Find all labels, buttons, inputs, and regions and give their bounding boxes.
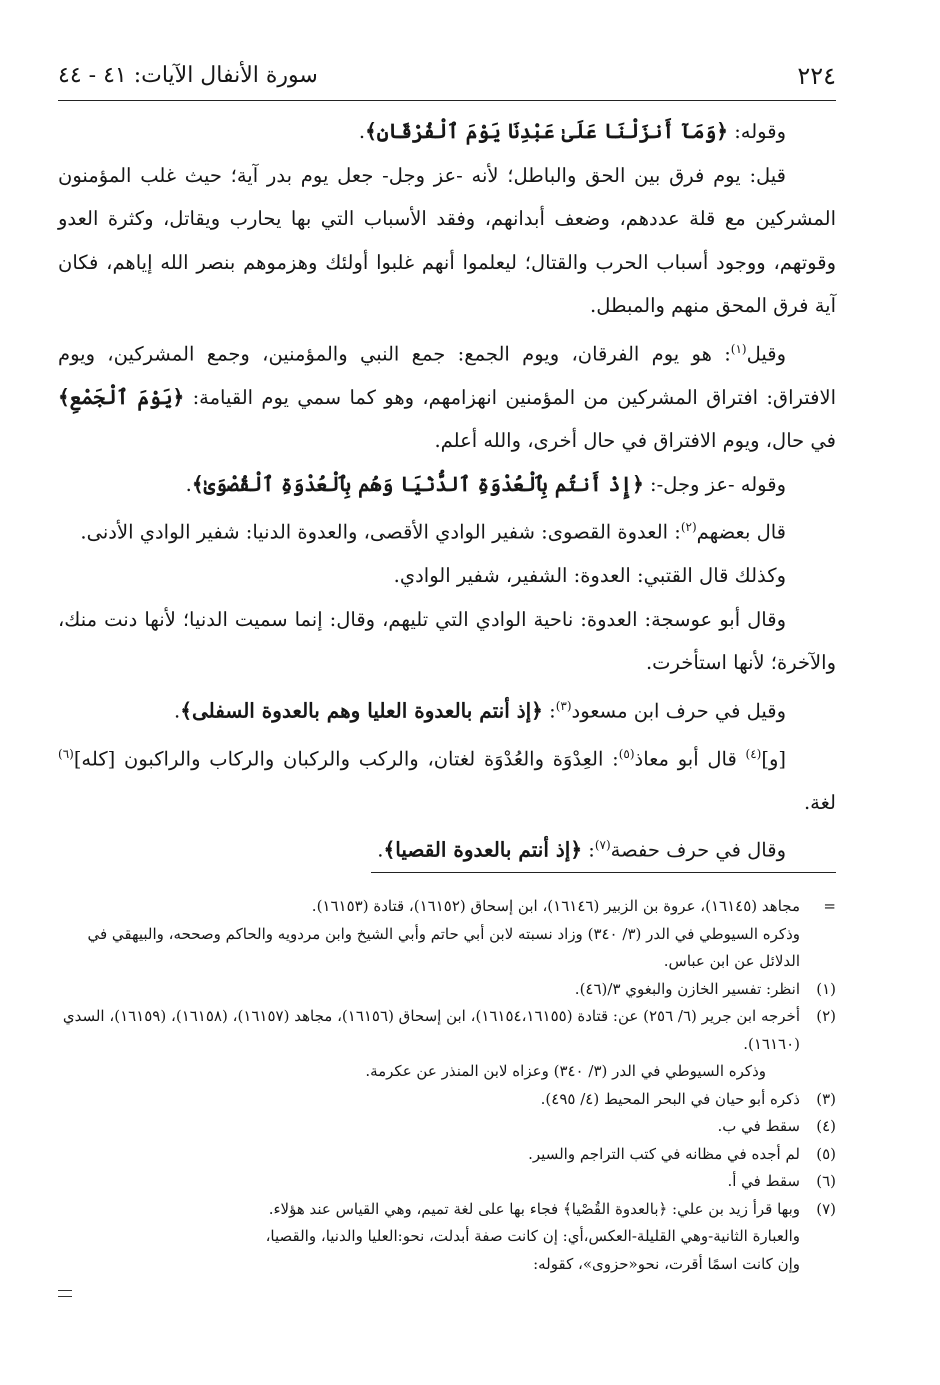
footnote-text: وإن كانت اسمًا أقرت، نحو«حزوى»، كقوله: <box>533 1254 800 1273</box>
footnote-number: (٣) <box>816 1089 836 1108</box>
footnote-7 <box>58 1196 836 1224</box>
continuation-mark: = <box>823 897 836 915</box>
paragraph-6: وكذلك قال القتبي: العدوة: الشفير، شفير الوادي. <box>393 564 786 587</box>
footnote-ref-3: (٣) <box>555 698 572 713</box>
footnote-6 <box>58 1168 836 1196</box>
paragraph-4 <box>58 463 836 507</box>
text: . <box>377 838 384 862</box>
footnote-text: والعبارة الثانية-وهي القليلة-العكس،أي: إن كانت صفة أبدلت، نحو:العليا والدنيا، والقصيا، <box>265 1227 800 1245</box>
text: : هو يوم الفرقان، ويوم الجمع: جمع النبي والمؤمنين، وجمع المشركين، ويوم الافتراق: افتراق المشركين من المؤمنين انهزامهم، وهو كما سمي يوم القيامة: <box>58 342 836 409</box>
footnote-ref-2: (٢) <box>680 520 697 534</box>
footnote-number: (٤) <box>816 1117 836 1135</box>
footnote-text: وذكره السيوطي في الدر (٣/ ٣٤٠) وعزاه لابن المنذر عن عكرمة. <box>365 1062 766 1080</box>
paragraph-5 <box>58 506 836 554</box>
footnote-ref-4: (٤) <box>745 746 762 761</box>
footnote-ref-1: (١) <box>730 341 747 356</box>
text: وقوله: <box>728 120 786 143</box>
text: لغة. <box>803 790 836 814</box>
paragraph-3 <box>58 328 836 463</box>
footnote-text: ذكره أبو حيان في البحر المحيط (٤/ ٤٩٥). <box>540 1089 800 1108</box>
running-title: سورة الأنفال الآيات: ٤١ - ٤٤ <box>58 63 318 88</box>
footnote-number: (٥) <box>816 1144 836 1163</box>
text: : العدوة القصوى: شفير الوادي الأقصى، والعدوة الدنيا: شفير الوادي الأدنى. <box>80 520 681 544</box>
text: . <box>358 120 366 143</box>
text: . <box>174 699 181 722</box>
paragraph-8 <box>58 685 836 733</box>
quran-reading: ﴿إذ أنتم بالعدوة العليا وهم بالعدوة السفلى﴾ <box>180 698 543 722</box>
footnote-ref-6: (٦) <box>58 746 74 761</box>
quran-reading: ﴿إذ أنتم بالعدوة القصيا﴾ <box>383 837 583 862</box>
footnote-number: (٢) <box>816 1007 836 1025</box>
text: : العِدْوَة والعُدْوَة لغتان، والركب والركبان والركاب والراكبون [كله] <box>73 747 619 770</box>
footnote-text: أخرجه ابن جرير (٦/ ٢٥٦) عن: قتادة (١٦١٥٤،١٦١٥٥)، ابن إسحاق (١٦١٥٦)، مجاهد (١٦١٥٧)، (١٦١٥٨)، (١٦١٥٩)، السدي (١٦١٦٠). <box>62 1007 800 1053</box>
text: قال بعضهم <box>696 520 786 544</box>
text: في حال، ويوم الافتراق في حال أخرى، والله أعلم. <box>434 429 836 452</box>
footnote-5 <box>58 1141 836 1169</box>
paragraph-2: قيل: يوم فرق بين الحق والباطل؛ لأنه -عز وجل- جعل يوم بدر آية؛ حيث غلب المؤمنون المشركين مع قلة عددهم، وضعف أبدانهم، وفقد الأسباب التي بها يحارب ويقاتل، وكثرة العدو وقوتهم، ووجود أسباب الحرب والقتال؛ ليعلموا أنهم غلبوا أولئك وهزموهم بنصر الله إياهم، فكان آية فرق المحق منهم والمبطل. <box>58 163 836 317</box>
page-number: ٢٢٤ <box>797 62 836 90</box>
footnote-text: لم أجده في مظانه في كتب التراجم والسير. <box>528 1144 800 1163</box>
quran-verse: ﴿وَمَآ أَنزَلْنَا عَلَىٰ عَبْدِنَا يَوْمَ ٱلْفُرْقَانِ﴾ <box>365 119 729 143</box>
page-header <box>58 58 836 101</box>
quran-verse: ﴿إِذْ أَنتُم بِٱلْعُدْوَةِ ٱلدُّنْيَا وَهُم بِٱلْعُدْوَةِ ٱلْقُصْوَىٰ﴾ <box>191 471 644 496</box>
footnote-3 <box>58 1086 836 1114</box>
paragraph-1 <box>58 110 836 154</box>
paragraph-7: وقال أبو عوسجة: العدوة: ناحية الوادي التي تليهم، وقال: إنما سميت الدنيا؛ لأنها دنت منك، والآخرة؛ لأنها استأخرت. <box>58 607 836 674</box>
footnote-ref-5: (٥) <box>618 746 635 761</box>
footnote-text: انظر: تفسير الخازن والبغوي ٣/(٤٦). <box>574 979 800 998</box>
text: وقال في حرف حفصة <box>610 838 786 862</box>
footnote-text: وذكره السيوطي في الدر (٣/ ٣٤٠) وزاد نسبته لابن أبي حاتم وأبي الشيخ وابن مردويه والحاكم وصححه، والبيهقي في الدلائل عن ابن عباس. <box>87 924 800 970</box>
footnote-number: (٦) <box>816 1172 836 1190</box>
text: وقيل <box>746 342 786 365</box>
text: [و] <box>761 747 786 770</box>
text: قال أبو معاذ <box>634 747 746 770</box>
footnote-number: (١) <box>816 979 836 998</box>
footnote-2 <box>58 1003 836 1058</box>
footnote-text: مجاهد (١٦١٤٥)، عروة بن الزبير (١٦١٤٦)، ابن إسحاق (١٦١٥٢)، قتادة (١٦١٥٣). <box>311 897 800 915</box>
text: . <box>185 472 192 496</box>
footnote-1 <box>58 976 836 1004</box>
main-text <box>58 110 836 873</box>
footnote-4 <box>58 1113 836 1141</box>
footnote-continuation <box>58 893 836 921</box>
footnote-text: سقط في أ. <box>727 1172 800 1190</box>
text: وقيل في حرف ابن مسعود <box>571 699 786 722</box>
margin-mark <box>58 1290 72 1297</box>
text: وقوله -عز وجل-: <box>643 472 786 496</box>
paragraph-9 <box>58 733 836 825</box>
quran-verse: ﴿يَوْمَ ٱلْجَمْعِ﴾ <box>58 384 185 409</box>
footnote-text: وبها قرأ زيد بن علي: ﴿بالعدوة القُصْيا﴾ فجاء بها على لغة تميم، وهي القياس عند هؤلاء. <box>268 1199 800 1218</box>
footnote-text: سقط في ب. <box>717 1117 800 1135</box>
paragraph-10 <box>371 824 836 873</box>
footnotes <box>58 893 836 1278</box>
footnote-ref-7: (٧) <box>594 838 611 852</box>
text: : <box>582 838 595 862</box>
text: : <box>542 699 556 722</box>
footnote-number: (٧) <box>816 1199 836 1218</box>
